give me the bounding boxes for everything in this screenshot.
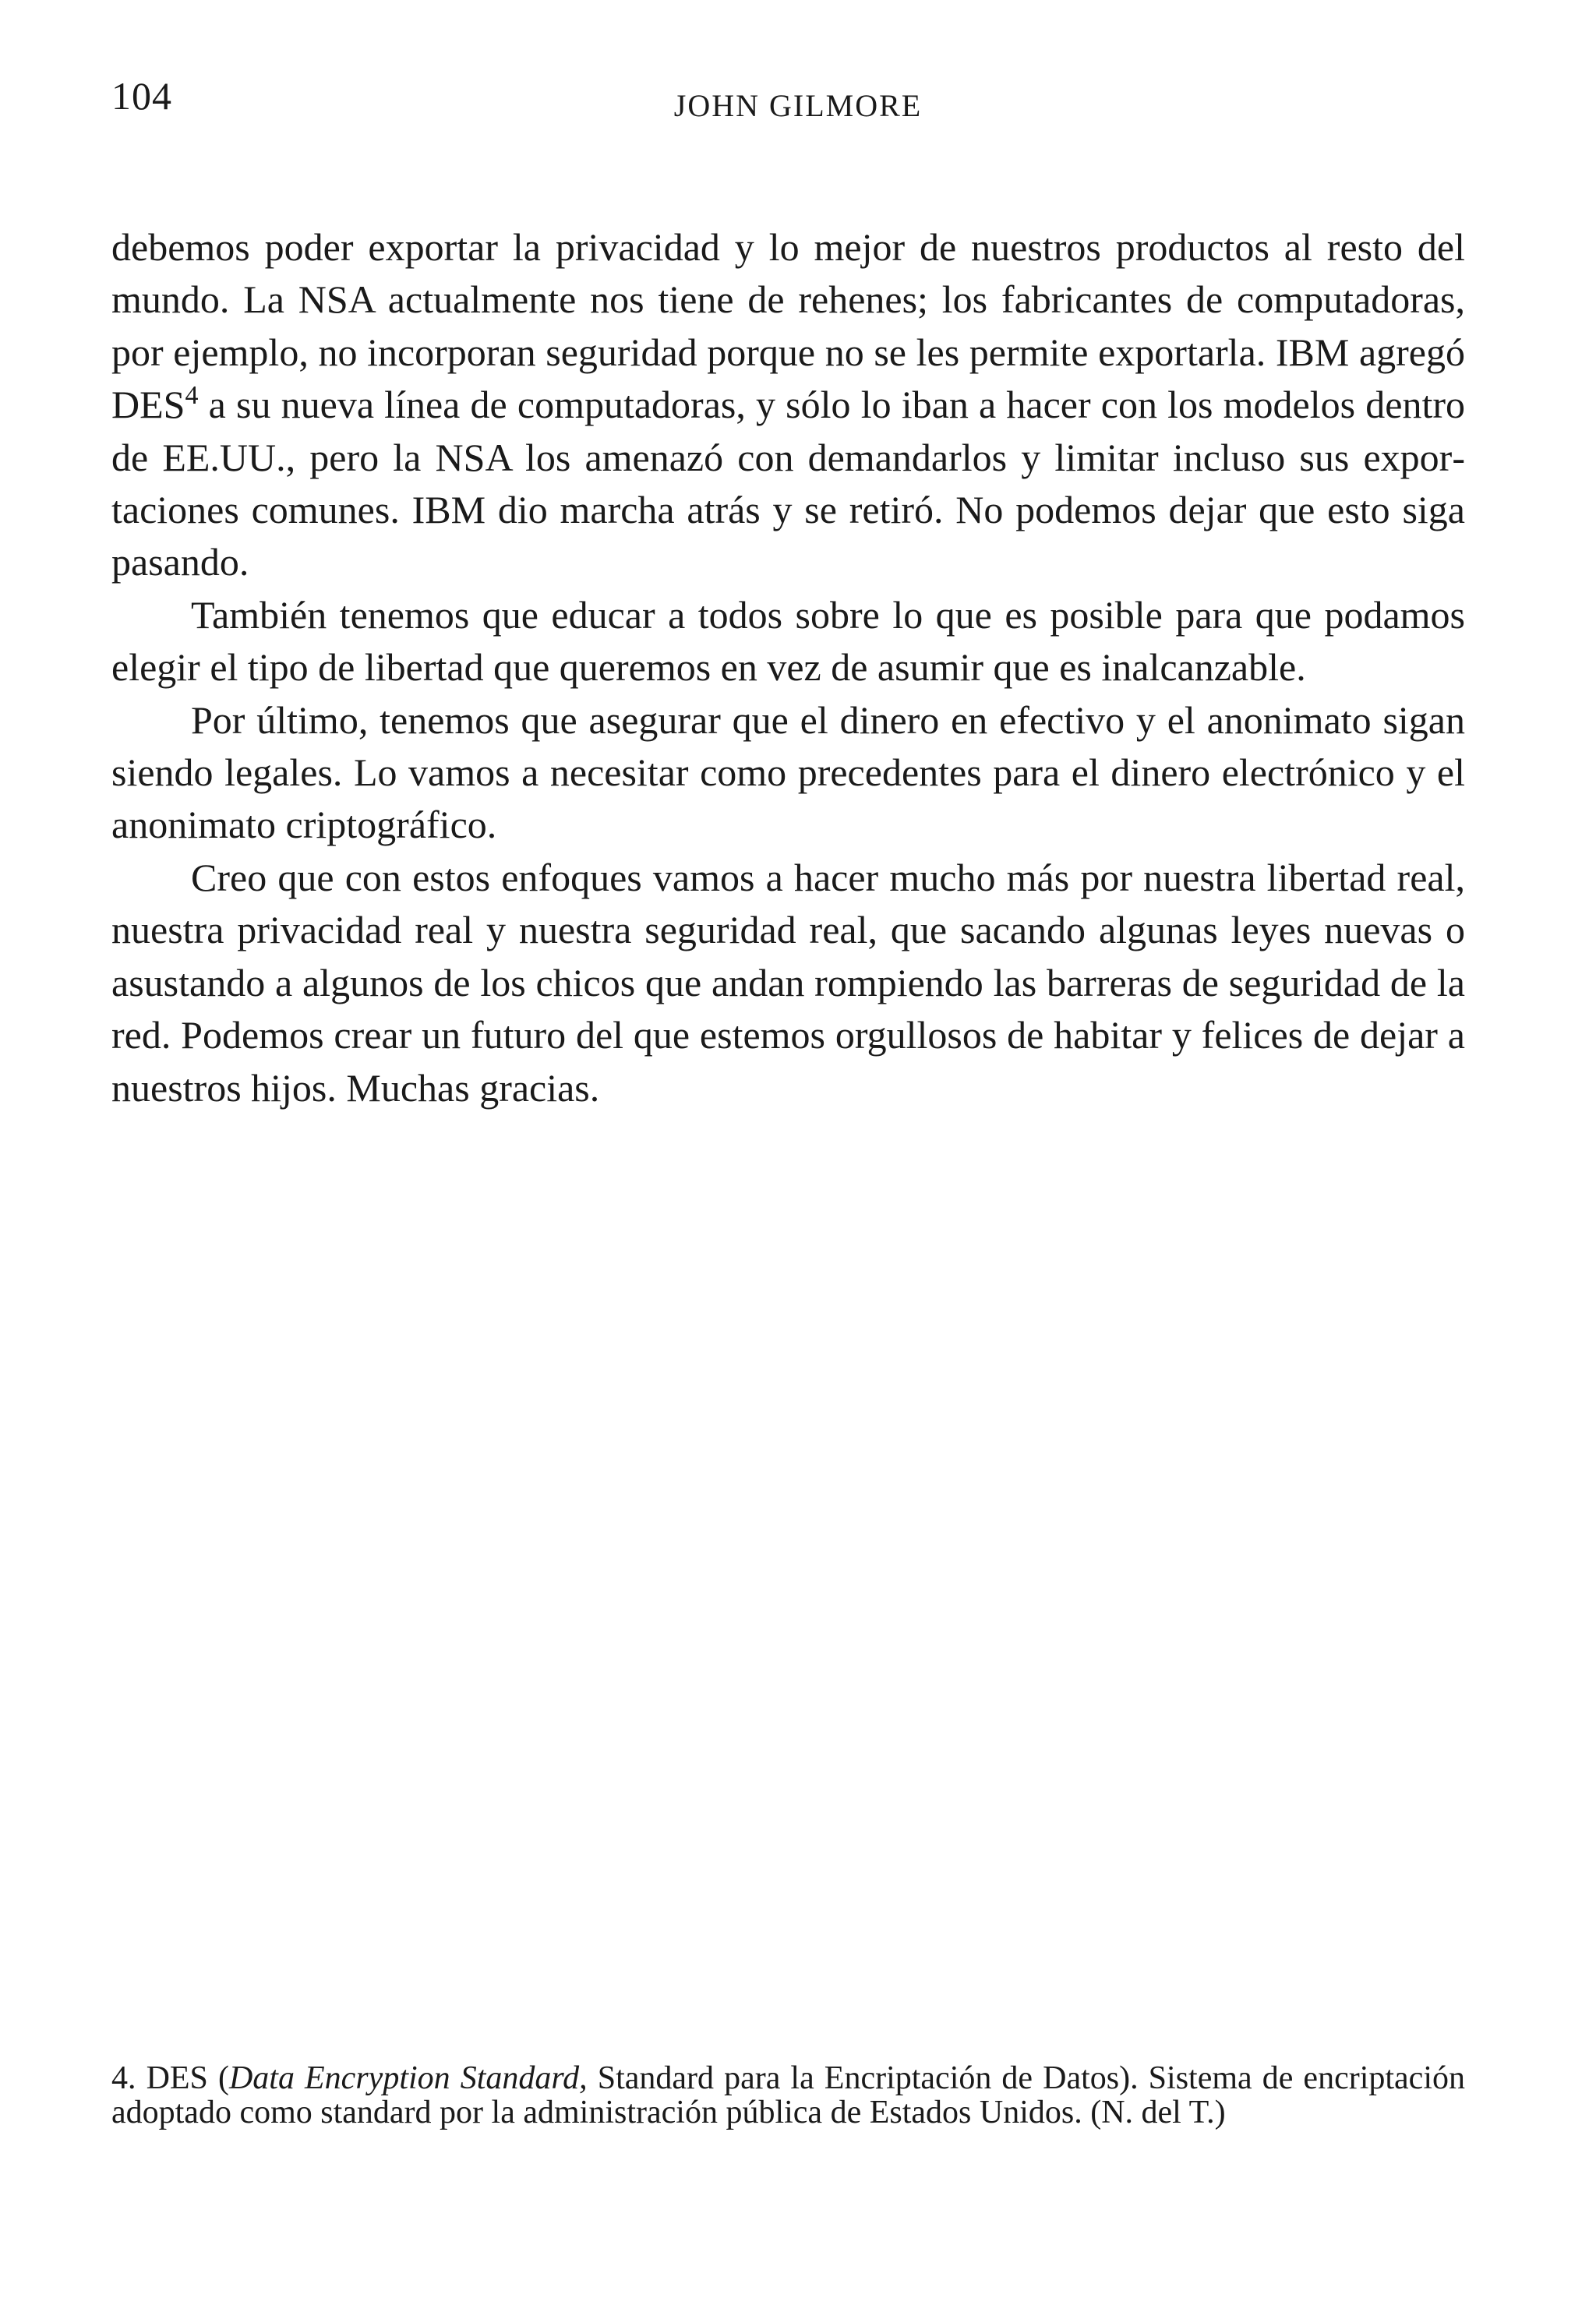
paragraph-4: Creo que con estos enfoques vamos a hacer mucho más por nuestra libertad real, nuestra privacidad real y nuestra seguridad real, que sacando algunas leyes nuevas o asustando a algunos de los chicos que andan rompiendo las barreras de seguridad de la red. Podemos crear un futuro del que estemos orgullosos de habitar y felices de dejar a nuestros hijos. Muchas gracias. [111, 855, 1465, 1110]
body-text [111, 221, 1465, 1114]
paragraph-1-text-b: a su nueva línea de computadoras, y sólo lo iban a hacer con los modelos dentro de EE.UU., pero la NSA los amenazó con demandarlos y limitar incluso sus exportaciones comunes. IBM dio marcha atrás y se retiró. No podemos dejar que esto siga pasando. [111, 383, 1465, 584]
footnote-text: Standard para la Encriptación de Datos). Sistema de encriptación adoptado como standard por la administración pública de Estados Unidos. (N. del T.) [111, 2060, 1465, 2130]
footnote-lead: DES ( [136, 2060, 229, 2096]
footnote-number: 4. [111, 2060, 136, 2096]
running-head: JOHN GILMORE [673, 88, 923, 123]
paragraph-1 [111, 221, 1465, 589]
paragraph-1-text-a: debemos poder exportar la privacidad y lo mejor de nuestros productos al resto del mundo. La NSA actualmente nos tiene de rehenes; los fabricantes de computadoras, por ejemplo, no incorporan seguridad porque no se les permite exportarla. IBM agregó DES [111, 225, 1465, 427]
paragraph-2: También tenemos que educar a todos sobre lo que es posible para que podamos elegir el tipo de libertad que queremos en vez de asumir que es inalcanzable. [111, 592, 1465, 690]
page-number: 104 [111, 74, 172, 118]
paragraph-3: Por último, tenemos que asegurar que el dinero en efectivo y el anonimato sigan siendo legales. Lo vamos a necesitar como precedentes para el dinero electrónico y el anonimato criptográfico. [111, 697, 1465, 847]
footnote [111, 2061, 1465, 2130]
footnote-italic-term: Data Encryption Standard, [228, 2060, 588, 2096]
footnote-reference: 4 [185, 381, 199, 411]
